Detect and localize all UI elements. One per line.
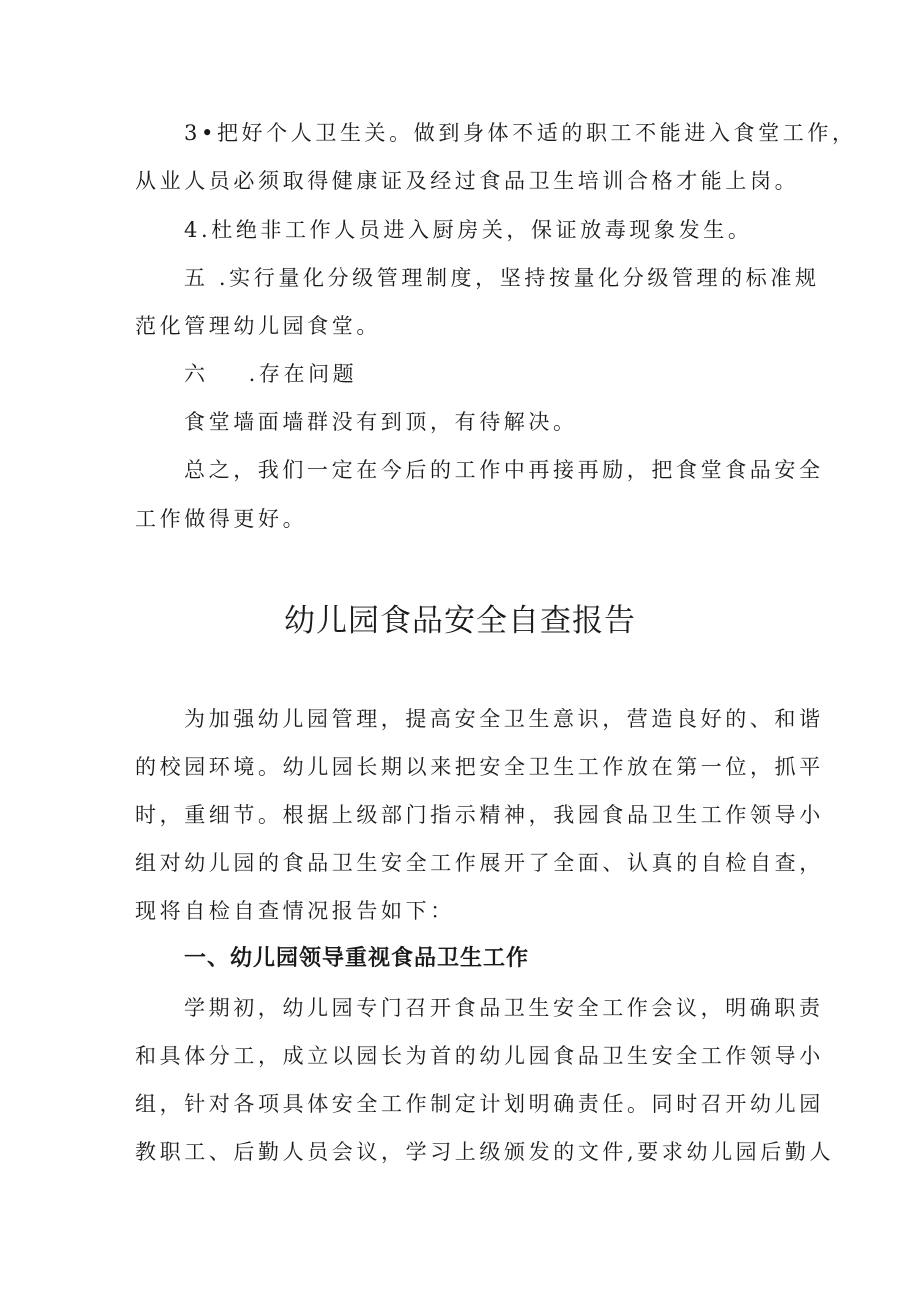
item6-number: 六 (184, 362, 209, 386)
item5-line1: 五 .实行量化分级管理制度，坚持按量化分级管理的标准规 (184, 266, 820, 290)
item6-line (184, 359, 854, 389)
item5-line2: 范化管理幼儿园食堂。 (135, 314, 381, 338)
item4-line: 4.杜绝非工作人员进入厨房关，保证放毒现象发生。 (184, 218, 753, 242)
intro-line: 现将自检自查情况报告如下： (135, 899, 455, 923)
para-line: 组，针对各项具体安全工作制定计划明确责任。同时召开幼儿园 (135, 1092, 824, 1116)
para-line: 教职工、后勤人员会议，学习上级颁发的文件,要求幼儿园后勤人 (135, 1140, 835, 1164)
item3-line2: 从业人员必须取得健康证及经过食品卫生培训合格才能上岗。 (135, 169, 800, 193)
intro-line: 的校园环境。幼儿园长期以来把安全卫生工作放在第一位，抓平 (135, 755, 824, 779)
summary-line2: 工作做得更好。 (135, 507, 308, 531)
para-line: 和具体分工，成立以园长为首的幼儿园食品卫生安全工作领导小 (135, 1044, 824, 1068)
para-line: 学期初，幼儿园专门召开食品卫生安全工作会议，明确职责 (184, 996, 824, 1020)
section-heading: 一、幼儿园领导重视食品卫生工作 (184, 946, 530, 971)
item6-text: .存在问题 (248, 362, 358, 386)
report-title: 幼儿园食品安全自查报告 (284, 603, 636, 639)
intro-line: 组对幼儿园的食品卫生安全工作展开了全面、认真的自检自查， (135, 851, 824, 875)
intro-line: 时，重细节。根据上级部门指示精神，我园食品卫生工作领导小 (135, 803, 824, 827)
problem-line: 食堂墙面墙群没有到顶，有待解决。 (184, 410, 578, 434)
intro-line: 为加强幼儿园管理，提高安全卫生意识，营造良好的、和谐 (184, 707, 824, 731)
summary-line1: 总之，我们一定在今后的工作中再接再励，把食堂食品安全 (184, 458, 824, 482)
item3-line1: 3•把好个人卫生关。做到身体不适的职工不能进入食堂工作， (184, 121, 857, 145)
